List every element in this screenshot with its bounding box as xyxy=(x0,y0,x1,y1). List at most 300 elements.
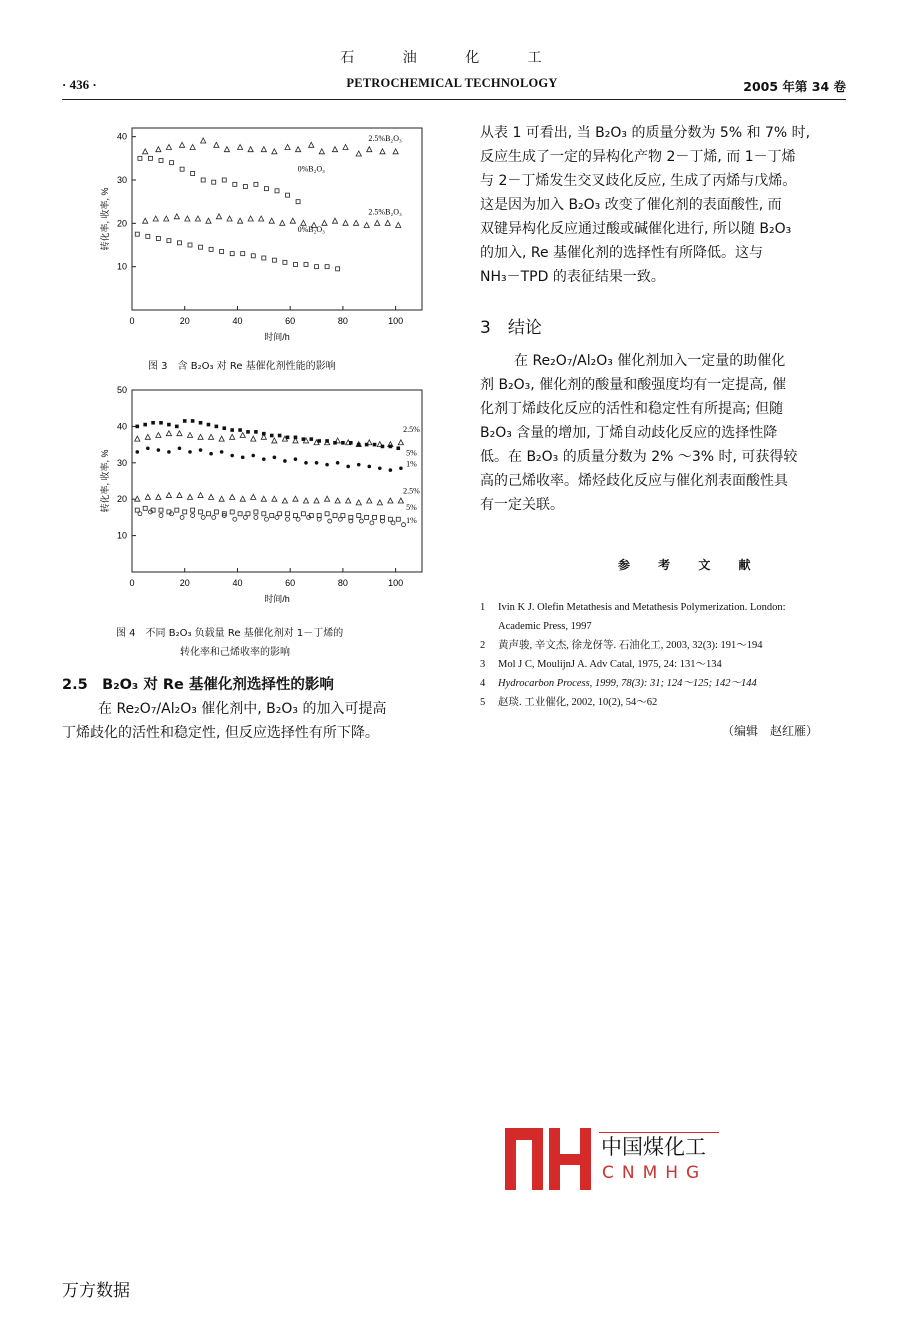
data-point-circle xyxy=(138,512,142,516)
data-point-filled-circle xyxy=(273,456,277,460)
y-tick-label: 50 xyxy=(116,385,127,395)
data-point-square xyxy=(336,267,340,271)
data-point-triangle xyxy=(375,220,380,225)
series-label: 5% xyxy=(406,448,417,458)
header-rule xyxy=(62,99,846,100)
right-para-line: 从表 1 可看出, 当 B₂O₃ 的质量分数为 5% 和 7% 时, xyxy=(480,125,811,141)
data-point-square xyxy=(325,265,329,269)
y-tick-label: 20 xyxy=(116,494,127,505)
right-para-line: 的加入, Re 基催化剂的选择性有所降低。这与 xyxy=(480,245,764,261)
data-point-filled-square xyxy=(309,437,313,441)
data-point-triangle xyxy=(272,438,277,443)
data-point-triangle xyxy=(285,145,290,150)
data-point-filled-circle xyxy=(283,459,287,463)
data-point-square xyxy=(175,508,179,512)
data-point-filled-circle xyxy=(167,450,171,454)
y-tick-label: 40 xyxy=(116,421,127,432)
data-point-triangle xyxy=(214,142,219,147)
x-tick-label: 80 xyxy=(337,578,348,588)
reference-item: 5 赵琰. 工业催化, 2002, 10(2), 54～62 xyxy=(480,697,658,708)
right-para-line: 反应生成了一定的异构化产物 2－丁烯, 而 1－丁烯 xyxy=(480,149,796,165)
series-label: 0%B₂O₃ xyxy=(297,225,325,234)
data-point-filled-circle xyxy=(304,461,308,465)
data-point-circle xyxy=(159,514,163,518)
data-point-square xyxy=(388,517,392,521)
data-point-triangle xyxy=(177,493,182,498)
data-point-filled-circle xyxy=(199,448,203,452)
section-3-line: B₂O₃ 含量的增加, 丁烯自动歧化反应的选择性降 xyxy=(480,425,778,441)
data-point-filled-square xyxy=(389,445,393,449)
data-point-triangle xyxy=(335,498,340,503)
references-list xyxy=(480,598,786,712)
data-point-triangle xyxy=(206,218,211,223)
data-point-triangle xyxy=(356,151,361,156)
data-point-triangle xyxy=(227,216,232,221)
data-point-triangle xyxy=(388,498,393,503)
data-point-filled-square xyxy=(270,434,274,438)
data-point-triangle xyxy=(195,216,200,221)
data-point-square xyxy=(357,514,361,518)
data-point-triangle xyxy=(261,147,266,152)
data-point-triangle xyxy=(303,498,308,503)
series-label: 2.5% xyxy=(403,486,420,496)
data-point-filled-square xyxy=(238,428,242,432)
data-point-square xyxy=(146,234,150,238)
data-point-filled-square xyxy=(191,419,195,423)
data-point-square xyxy=(222,178,226,182)
data-point-filled-square xyxy=(222,426,226,430)
data-point-square xyxy=(251,254,255,258)
data-point-triangle xyxy=(190,145,195,150)
data-point-square xyxy=(304,263,308,267)
data-point-filled-circle xyxy=(241,456,245,460)
data-point-filled-circle xyxy=(399,466,403,470)
data-point-circle xyxy=(370,521,374,525)
section-3-line: 剂 B₂O₃, 催化剂的酸量和酸强度均有一定提高, 催 xyxy=(480,377,787,393)
data-point-filled-square xyxy=(207,423,211,427)
data-point-triangle xyxy=(224,147,229,152)
data-point-square xyxy=(275,189,279,193)
data-point-filled-square xyxy=(183,419,187,423)
x-tick-label: 20 xyxy=(179,316,190,326)
section-2-5-body xyxy=(62,697,446,745)
data-point-filled-square xyxy=(317,439,321,443)
data-point-triangle xyxy=(356,500,361,505)
data-point-square xyxy=(170,161,174,165)
data-point-triangle xyxy=(282,498,287,503)
data-point-filled-circle xyxy=(389,468,393,472)
series-label: 1% xyxy=(406,459,417,469)
data-point-filled-square xyxy=(325,439,329,443)
data-point-filled-circle xyxy=(209,452,213,456)
data-point-filled-circle xyxy=(178,446,182,450)
volume-info: 2005 年第 34 卷 xyxy=(743,79,846,94)
data-point-triangle xyxy=(251,494,256,499)
data-point-filled-circle xyxy=(230,454,234,458)
data-point-triangle xyxy=(166,493,171,498)
x-axis-label: 时间/h xyxy=(264,594,290,604)
data-point-triangle xyxy=(153,216,158,221)
data-point-triangle xyxy=(237,218,242,223)
data-point-triangle xyxy=(166,431,171,436)
data-point-filled-circle xyxy=(262,457,266,461)
references-heading: 参 考 文 献 xyxy=(618,558,763,572)
data-point-square xyxy=(243,185,247,189)
data-point-square xyxy=(341,514,345,518)
data-point-filled-square xyxy=(381,445,385,449)
y-tick-label: 30 xyxy=(116,175,127,185)
data-point-square xyxy=(262,256,266,260)
data-point-triangle xyxy=(346,498,351,503)
data-point-triangle xyxy=(332,218,337,223)
section-3-line: 高的己烯收率。烯烃歧化反应与催化剂表面酸性具 xyxy=(480,473,788,489)
data-point-filled-circle xyxy=(251,454,255,458)
data-point-triangle xyxy=(237,145,242,150)
data-point-square xyxy=(206,512,210,516)
data-point-square xyxy=(296,200,300,204)
data-point-triangle xyxy=(187,494,192,499)
data-point-triangle xyxy=(295,147,300,152)
logo-text-cn: 中国煤化工 xyxy=(601,1135,706,1159)
data-point-filled-square xyxy=(135,425,139,429)
x-tick-label: 60 xyxy=(285,578,296,588)
series-label: 2.5%B₂O₃ xyxy=(368,207,402,217)
data-point-triangle xyxy=(353,220,358,225)
data-point-filled-square xyxy=(151,421,155,425)
data-point-square xyxy=(138,156,142,160)
data-point-square xyxy=(180,167,184,171)
data-point-triangle xyxy=(385,220,390,225)
section-3-line: 有一定关联。 xyxy=(480,497,564,513)
data-point-filled-square xyxy=(175,425,179,429)
data-point-triangle xyxy=(216,214,221,219)
data-point-triangle xyxy=(343,220,348,225)
data-point-triangle xyxy=(261,496,266,501)
data-point-triangle xyxy=(174,214,179,219)
data-point-filled-square xyxy=(199,421,203,425)
data-point-triangle xyxy=(219,436,224,441)
data-point-square xyxy=(301,512,305,516)
data-point-circle xyxy=(338,517,342,521)
data-point-circle xyxy=(233,517,237,521)
data-point-filled-square xyxy=(396,446,400,450)
x-tick-label: 20 xyxy=(179,578,190,588)
data-point-triangle xyxy=(219,496,224,501)
data-point-square xyxy=(214,510,218,514)
data-point-filled-square xyxy=(246,430,250,434)
data-point-triangle xyxy=(166,145,171,150)
data-point-triangle xyxy=(201,138,206,143)
data-point-square xyxy=(212,180,216,184)
data-point-circle xyxy=(402,523,406,527)
right-paragraph xyxy=(480,121,864,289)
data-point-triangle xyxy=(332,147,337,152)
figure4-caption-line1: 图 4 不同 B₂O₃ 负载量 Re 基催化剂对 1－丁烯的 xyxy=(116,628,344,639)
data-point-circle xyxy=(254,515,258,519)
x-tick-label: 0 xyxy=(129,316,135,326)
data-point-square xyxy=(278,512,282,516)
data-point-filled-circle xyxy=(325,463,329,467)
data-point-square xyxy=(199,245,203,249)
data-point-triangle xyxy=(398,440,403,445)
reference-item: 3 Mol J C, MoulijnJ A. Adv Catal, 1975, 24: 131～134 xyxy=(480,659,722,670)
data-point-triangle xyxy=(185,216,190,221)
data-point-triangle xyxy=(314,498,319,503)
data-point-square xyxy=(373,515,377,519)
x-tick-label: 100 xyxy=(388,578,404,588)
data-point-triangle xyxy=(324,496,329,501)
data-point-filled-circle xyxy=(157,448,161,452)
data-point-filled-circle xyxy=(315,461,319,465)
data-point-square xyxy=(135,232,139,236)
data-point-filled-square xyxy=(333,441,337,445)
data-point-square xyxy=(264,187,268,191)
data-point-circle xyxy=(275,515,279,519)
y-axis-label: 转化率, 收率, % xyxy=(100,449,110,513)
data-point-triangle xyxy=(251,436,256,441)
data-point-filled-square xyxy=(215,425,219,429)
cnmhg-logo-mark xyxy=(503,1128,595,1190)
cnmhg-logo-icon xyxy=(503,1128,595,1190)
data-point-circle xyxy=(201,515,205,519)
data-point-triangle xyxy=(177,431,182,436)
data-point-filled-square xyxy=(278,434,282,438)
data-point-filled-square xyxy=(254,430,258,434)
y-tick-label: 30 xyxy=(116,457,127,468)
data-point-triangle xyxy=(248,147,253,152)
data-point-triangle xyxy=(145,494,150,499)
data-point-filled-circle xyxy=(367,465,371,469)
data-point-square xyxy=(177,241,181,245)
data-point-square xyxy=(201,178,205,182)
reference-item: Academic Press, 1997 xyxy=(498,621,592,632)
x-axis-label: 时间/h xyxy=(264,332,290,342)
data-point-square xyxy=(333,514,337,518)
data-point-triangle xyxy=(187,433,192,438)
section-3-heading: 3 结论 xyxy=(480,318,542,338)
data-point-triangle xyxy=(319,149,324,154)
data-point-square xyxy=(148,156,152,160)
data-point-square xyxy=(156,237,160,241)
data-point-triangle xyxy=(380,149,385,154)
series-label: 1% xyxy=(406,515,417,525)
data-point-square xyxy=(286,193,290,197)
data-point-square xyxy=(238,512,242,516)
data-point-filled-square xyxy=(294,436,298,440)
data-point-triangle xyxy=(272,149,277,154)
data-point-filled-square xyxy=(341,441,345,445)
figure4-chart xyxy=(90,380,460,612)
right-para-line: 双键异构化反应通过酸或碱催化进行, 所以随 B₂O₃ xyxy=(480,221,792,237)
x-tick-label: 0 xyxy=(129,578,135,588)
data-point-square xyxy=(293,263,297,267)
data-point-triangle xyxy=(272,496,277,501)
data-point-filled-circle xyxy=(294,457,298,461)
data-point-triangle xyxy=(208,434,213,439)
x-tick-label: 60 xyxy=(285,316,296,326)
data-point-square xyxy=(293,514,297,518)
data-point-square xyxy=(246,512,250,516)
data-point-filled-circle xyxy=(378,466,382,470)
data-point-triangle xyxy=(156,433,161,438)
data-point-triangle xyxy=(198,493,203,498)
data-point-square xyxy=(209,247,213,251)
data-point-square xyxy=(191,508,195,512)
data-point-circle xyxy=(243,515,247,519)
data-point-square xyxy=(325,512,329,516)
data-point-filled-circle xyxy=(220,450,224,454)
data-point-triangle xyxy=(135,436,140,441)
data-point-circle xyxy=(180,515,184,519)
data-point-circle xyxy=(359,519,363,523)
data-point-filled-square xyxy=(373,443,377,447)
data-point-square xyxy=(233,182,237,186)
data-point-triangle xyxy=(377,500,382,505)
data-point-filled-square xyxy=(167,423,171,427)
data-point-filled-circle xyxy=(357,463,361,467)
data-point-square xyxy=(191,172,195,176)
x-tick-label: 40 xyxy=(232,316,243,326)
data-point-triangle xyxy=(343,145,348,150)
data-point-triangle xyxy=(145,434,150,439)
data-point-square xyxy=(365,515,369,519)
data-point-triangle xyxy=(367,147,372,152)
data-point-triangle xyxy=(230,434,235,439)
section-3-line: 在 Re₂O₇/Al₂O₃ 催化剂加入一定量的助催化 xyxy=(514,353,786,369)
data-point-square xyxy=(270,514,274,518)
right-para-line: 这是因为加入 B₂O₃ 改变了催化剂的表面酸性, 而 xyxy=(480,197,782,213)
data-point-filled-square xyxy=(365,443,369,447)
data-point-triangle xyxy=(293,496,298,501)
data-point-triangle xyxy=(259,216,264,221)
data-point-triangle xyxy=(156,494,161,499)
right-para-line: 与 2－丁烯发生交叉歧化反应, 生成了丙烯与戊烯。 xyxy=(480,173,797,189)
y-tick-label: 20 xyxy=(116,218,127,229)
y-tick-label: 10 xyxy=(116,261,127,272)
data-point-square xyxy=(159,508,163,512)
section-3-line: 低。在 B₂O₃ 的质量分数为 2% ～3% 时, 可获得较 xyxy=(480,449,798,465)
data-point-filled-circle xyxy=(336,461,340,465)
data-point-triangle xyxy=(156,147,161,152)
journal-title-cn: 石 油 化 工 xyxy=(340,50,564,66)
journal-title-en: PETROCHEMICAL TECHNOLOGY xyxy=(346,76,558,90)
data-point-filled-circle xyxy=(146,446,150,450)
data-point-square xyxy=(183,510,187,514)
x-tick-label: 100 xyxy=(388,316,404,326)
figure3-chart xyxy=(90,118,460,350)
section-2-5-line: 在 Re₂O₇/Al₂O₃ 催化剂中, B₂O₃ 的加入可提高 xyxy=(98,701,387,717)
data-point-square xyxy=(143,506,147,510)
data-point-triangle xyxy=(367,498,372,503)
section-3-line: 化剂丁烯歧化反应的活性和稳定性有所提高; 但随 xyxy=(480,401,784,417)
data-point-square xyxy=(286,512,290,516)
data-point-triangle xyxy=(240,433,245,438)
editor-note: （编辑 赵红雁） xyxy=(722,724,819,738)
data-point-square xyxy=(188,243,192,247)
data-point-filled-square xyxy=(357,443,361,447)
y-tick-label: 10 xyxy=(116,530,127,541)
right-para-line: NH₃－TPD 的表征结果一致。 xyxy=(480,269,665,285)
data-point-triangle xyxy=(198,434,203,439)
data-point-circle xyxy=(286,517,290,521)
data-point-triangle xyxy=(179,142,184,147)
data-point-filled-circle xyxy=(135,450,139,454)
data-point-square xyxy=(230,252,234,256)
data-point-square xyxy=(262,512,266,516)
series-label: 2.5% xyxy=(403,424,420,434)
data-point-filled-circle xyxy=(346,465,350,469)
data-point-triangle xyxy=(230,494,235,499)
data-point-square xyxy=(254,510,258,514)
data-point-square xyxy=(254,182,258,186)
reference-item: 1 Ivin K J. Olefin Metathesis and Metathesis Polymerization. London: xyxy=(480,602,786,613)
data-point-circle xyxy=(191,514,195,518)
data-point-triangle xyxy=(290,218,295,223)
data-point-triangle xyxy=(208,494,213,499)
data-point-square xyxy=(315,265,319,269)
data-point-triangle xyxy=(240,496,245,501)
data-point-triangle xyxy=(393,149,398,154)
data-point-triangle xyxy=(309,142,314,147)
data-point-triangle xyxy=(398,498,403,503)
data-point-square xyxy=(135,508,139,512)
data-point-triangle xyxy=(364,223,369,228)
data-point-filled-square xyxy=(159,421,163,425)
data-point-circle xyxy=(328,519,332,523)
series-label: 2.5%B₂O₃ xyxy=(368,134,402,143)
data-point-filled-square xyxy=(143,423,147,427)
section-3-body xyxy=(480,349,864,517)
data-point-triangle xyxy=(280,220,285,225)
data-point-square xyxy=(241,252,245,256)
data-point-square xyxy=(396,517,400,521)
figure3-caption: 图 3 含 B₂O₃ 对 Re 基催化剂性能的影响 xyxy=(148,361,336,372)
section-2-5-heading: 2.5 B₂O₃ 对 Re 基催化剂选择性的影响 xyxy=(62,677,334,693)
data-point-filled-square xyxy=(302,437,306,441)
x-tick-label: 80 xyxy=(337,316,348,326)
data-point-triangle xyxy=(396,223,401,228)
page-number: · 436 · xyxy=(62,77,97,92)
data-point-triangle xyxy=(143,149,148,154)
data-point-square xyxy=(230,510,234,514)
y-tick-label: 40 xyxy=(116,131,127,142)
data-point-filled-square xyxy=(286,436,290,440)
reference-item: 4 Hydrocarbon Process, 1999, 78(3): 31; 124～125; 142～144 xyxy=(480,678,757,689)
x-tick-label: 40 xyxy=(232,578,243,588)
figure4-caption-line2: 转化率和己烯收率的影响 xyxy=(180,647,290,658)
footer-watermark: 万方数据 xyxy=(62,1281,130,1301)
data-point-triangle xyxy=(164,216,169,221)
logo-text-en: CNMHG xyxy=(602,1163,708,1183)
data-point-triangle xyxy=(143,218,148,223)
data-point-circle xyxy=(296,517,300,521)
data-point-triangle xyxy=(248,216,253,221)
data-point-filled-square xyxy=(262,432,266,436)
data-point-square xyxy=(220,250,224,254)
data-point-circle xyxy=(264,517,268,521)
data-point-square xyxy=(159,159,163,163)
data-point-square xyxy=(272,258,276,262)
data-point-filled-circle xyxy=(188,450,192,454)
data-point-circle xyxy=(391,521,395,525)
data-point-square xyxy=(199,510,203,514)
plot-frame xyxy=(132,390,422,572)
data-point-filled-square xyxy=(230,428,234,432)
data-point-circle xyxy=(212,515,216,519)
data-point-square xyxy=(167,239,171,243)
data-point-triangle xyxy=(269,218,274,223)
data-point-square xyxy=(283,260,287,264)
